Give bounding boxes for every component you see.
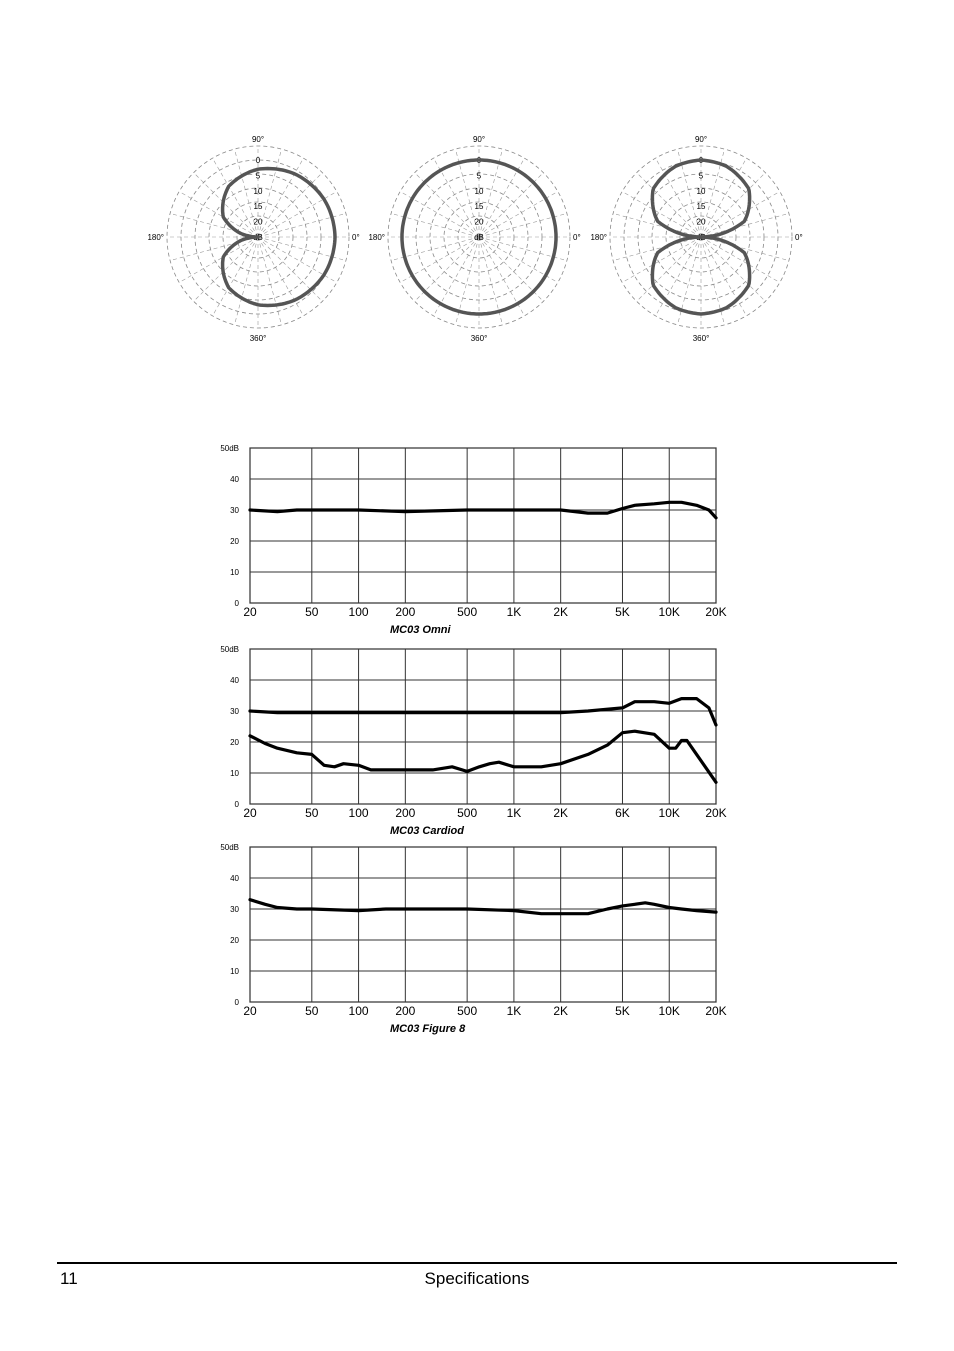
- x-tick-label: 50: [305, 1004, 319, 1018]
- frequency-response-omni-chart: [210, 440, 740, 640]
- y-tick-label: 30: [230, 707, 239, 716]
- plot-frame: [250, 847, 716, 1002]
- polar-radial-label: 10: [253, 186, 263, 196]
- x-tick-label: 50: [305, 806, 319, 820]
- x-tick-label: 2K: [553, 1004, 569, 1018]
- y-tick-label: 40: [230, 874, 239, 883]
- polar-radial-label: dB: [696, 233, 706, 242]
- polar-grid-spoke: [622, 237, 701, 283]
- polar-grid-spoke: [258, 237, 282, 325]
- x-tick-label: 20K: [705, 806, 727, 820]
- x-tick-label: 10K: [658, 1004, 680, 1018]
- polar-radial-label: 15: [696, 202, 706, 212]
- response-series-line: [250, 699, 716, 725]
- x-tick-label: 20K: [705, 1004, 727, 1018]
- plot-frame: [250, 649, 716, 804]
- polar-chart-cardioid: [147, 135, 359, 343]
- polar-radial-label: 5: [476, 171, 482, 181]
- polar-angle-label: 0°: [573, 233, 581, 242]
- y-tick-label: 0: [234, 599, 239, 608]
- response-series-line: [250, 731, 716, 782]
- x-tick-label: 100: [348, 1004, 369, 1018]
- y-tick-label: 20: [230, 738, 239, 747]
- x-tick-label: 2K: [553, 605, 569, 619]
- polar-chart-figure-8: [590, 135, 802, 343]
- polar-radial-label: 0: [698, 156, 704, 165]
- x-tick-label: 200: [395, 1004, 416, 1018]
- polar-radial-label: 5: [255, 171, 261, 181]
- x-tick-label: 50: [305, 605, 319, 619]
- x-tick-label: 2K: [553, 806, 569, 820]
- x-tick-label: 10K: [658, 605, 680, 619]
- y-tick-label: 50dB: [220, 444, 239, 453]
- x-tick-label: 6K: [615, 806, 630, 820]
- polar-grid-spoke: [701, 237, 780, 283]
- polar-radial-label: 5: [698, 171, 704, 181]
- response-series-line: [250, 900, 716, 914]
- x-tick-label: 1K: [506, 806, 522, 820]
- frequency-response-figure-8-chart: [210, 839, 740, 1039]
- x-tick-label: 500: [457, 605, 478, 619]
- x-tick-label: 1K: [506, 605, 522, 619]
- x-tick-label: 10K: [658, 806, 680, 820]
- x-tick-label: 20: [243, 806, 257, 820]
- x-tick-label: 200: [395, 806, 416, 820]
- y-tick-label: 0: [234, 998, 239, 1007]
- polar-radial-label: 20: [696, 217, 706, 227]
- y-tick-label: 50dB: [220, 843, 239, 852]
- polar-radial-label: dB: [253, 233, 263, 242]
- polar-grid-spoke: [255, 171, 322, 237]
- polar-grid-spoke: [179, 192, 258, 238]
- polar-pattern-curve: [652, 160, 749, 314]
- frequency-response-cardiod-chart: [210, 641, 740, 841]
- chart-title: MC03 Cardiod: [390, 825, 464, 837]
- x-tick-label: 500: [457, 806, 478, 820]
- y-tick-label: 40: [230, 676, 239, 685]
- polar-angle-label: 360°: [249, 334, 267, 343]
- polar-grid-spoke: [194, 173, 258, 237]
- polar-angle-label: 90°: [694, 135, 708, 144]
- polar-angle-label: 90°: [251, 135, 265, 144]
- footer-section-title: Specifications: [424, 1269, 530, 1288]
- x-tick-label: 20: [243, 1004, 257, 1018]
- footer-rule: [57, 1262, 897, 1264]
- polar-grid-spoke: [194, 237, 258, 301]
- y-tick-label: 20: [230, 936, 239, 945]
- polar-chart-omni: [368, 135, 580, 343]
- y-tick-label: 50dB: [220, 645, 239, 654]
- polar-radial-label: 15: [253, 202, 263, 212]
- x-tick-label: 20: [243, 605, 257, 619]
- polar-angle-label: 180°: [590, 233, 607, 242]
- polar-pattern-charts: [140, 130, 820, 345]
- x-tick-label: 100: [348, 806, 369, 820]
- x-tick-label: 100: [348, 605, 369, 619]
- y-tick-label: 10: [230, 568, 239, 577]
- y-tick-label: 10: [230, 769, 239, 778]
- polar-radial-label: 20: [474, 217, 484, 227]
- plot-frame: [250, 448, 716, 603]
- polar-angle-label: 90°: [472, 135, 486, 144]
- polar-radial-label: 20: [253, 217, 263, 227]
- polar-angle-label: 360°: [470, 334, 488, 343]
- chart-title: MC03 Omni: [390, 624, 451, 636]
- y-tick-label: 30: [230, 905, 239, 914]
- y-tick-label: 40: [230, 475, 239, 484]
- polar-angle-label: 0°: [352, 233, 360, 242]
- polar-radial-label: 10: [474, 186, 484, 196]
- polar-angle-label: 0°: [795, 233, 803, 242]
- y-tick-label: 0: [234, 800, 239, 809]
- polar-angle-label: 180°: [368, 233, 385, 242]
- polar-radial-label: 15: [474, 202, 484, 212]
- polar-grid-spoke: [179, 237, 258, 283]
- polar-grid-spoke: [234, 237, 258, 325]
- polar-radial-label: 0: [476, 156, 482, 165]
- polar-radial-label: 10: [696, 186, 706, 196]
- polar-angle-label: 180°: [147, 233, 164, 242]
- x-tick-label: 1K: [506, 1004, 522, 1018]
- y-tick-label: 20: [230, 537, 239, 546]
- polar-angle-label: 360°: [692, 334, 710, 343]
- x-tick-label: 5K: [615, 1004, 630, 1018]
- x-tick-label: 5K: [615, 605, 630, 619]
- x-tick-label: 20K: [705, 605, 727, 619]
- page-number: 11: [60, 1269, 78, 1288]
- chart-title: MC03 Figure 8: [390, 1023, 466, 1035]
- polar-radial-label: dB: [474, 233, 484, 242]
- y-tick-label: 30: [230, 506, 239, 515]
- x-tick-label: 200: [395, 605, 416, 619]
- polar-radial-label: 0: [255, 156, 261, 165]
- polar-grid-spoke: [622, 192, 701, 238]
- y-tick-label: 10: [230, 967, 239, 976]
- polar-grid-spoke: [701, 192, 780, 238]
- polar-grid-spoke: [258, 237, 322, 301]
- x-tick-label: 500: [457, 1004, 478, 1018]
